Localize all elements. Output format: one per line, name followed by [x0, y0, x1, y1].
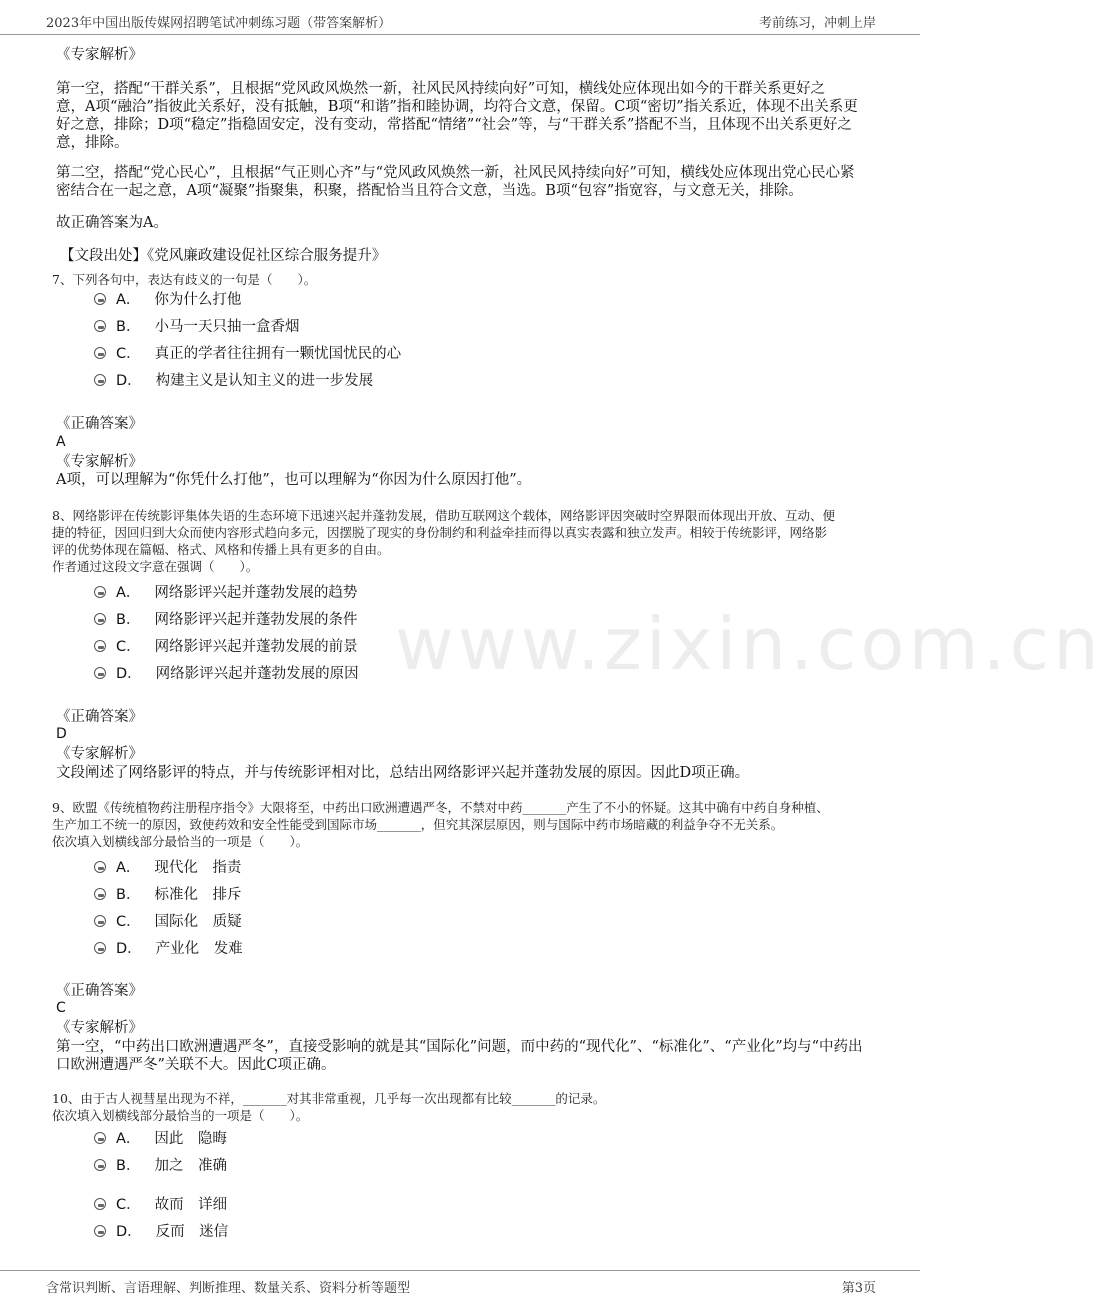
radio-icon[interactable]	[94, 1225, 106, 1237]
option-b[interactable]	[94, 609, 357, 631]
radio-icon[interactable]	[94, 586, 106, 598]
page-number: 第3页	[841, 1281, 876, 1296]
option-c[interactable]	[94, 343, 401, 365]
option-key: B．	[116, 1158, 141, 1174]
option-key: D．	[116, 666, 142, 682]
text-line: 第一空，搭配“干群关系”，且根据“党风政风焕然一新，社风民风持续向好”可知，横线处应体现出如今的干群关系更好之	[56, 81, 826, 97]
radio-icon[interactable]	[94, 1159, 106, 1171]
option-key: D．	[116, 941, 142, 957]
analysis-text	[56, 1038, 876, 1074]
option-key: A．	[116, 585, 141, 601]
radio-icon[interactable]	[94, 320, 106, 332]
footer-categories: 含常识判断、言语理解、判断推理、数量关系、资料分析等题型	[46, 1281, 411, 1296]
option-key: B．	[116, 612, 141, 628]
option-key: C．	[116, 914, 141, 930]
question-stem	[52, 1090, 872, 1124]
option-text: 网络影评兴起并蓬勃发展的趋势	[154, 585, 358, 601]
correct-answer: D	[56, 726, 67, 742]
radio-icon[interactable]	[94, 888, 106, 900]
text-line: 口欧洲遭遇严冬”关联不大。因此C项正确。	[56, 1057, 336, 1073]
option-key: A．	[116, 292, 141, 308]
option-d[interactable]	[94, 663, 359, 685]
option-key: C．	[116, 1197, 141, 1213]
question-stem	[52, 507, 872, 575]
radio-icon[interactable]	[94, 1198, 106, 1210]
page-footer	[0, 1270, 920, 1303]
radio-icon[interactable]	[94, 915, 106, 927]
analysis-paragraph	[56, 164, 876, 200]
question-stem	[52, 799, 872, 850]
correct-answer-label: 《正确答案》	[56, 709, 143, 725]
text-line: 第二空，搭配“党心民心”，且根据“气正则心齐”与“党风政风焕然一新，社风民风持续向好”可知，横线处应体现出党心民心紧	[56, 165, 855, 181]
option-a[interactable]	[94, 289, 241, 311]
text-line: 依次填入划横线部分最恰当的一项是（ ）。	[52, 1108, 309, 1123]
radio-icon[interactable]	[94, 640, 106, 652]
text-line: 意，排除。	[56, 135, 129, 151]
analysis-text: A项，可以理解为“你凭什么打他”，也可以理解为“你因为什么原因打他”。	[56, 472, 532, 488]
text-line: 捷的特征，因回归到大众而使内容形式趋向多元，因摆脱了现实的身份制约和利益牵挂而得以真实表露和独立发声。相较于传统影评，网络影	[52, 525, 828, 540]
option-text: 因此 隐晦	[154, 1131, 227, 1147]
expert-analysis-label: 《专家解析》	[56, 1020, 143, 1036]
radio-icon[interactable]	[94, 942, 106, 954]
text-line: 8、网络影评在传统影评集体失语的生态环境下迅速兴起并蓬勃发展，借助互联网这个载体，网络影评因突破时空界限而体现出开放、互动、便	[52, 508, 835, 523]
option-text: 现代化 指责	[154, 860, 242, 876]
text-line: 9、欧盟《传统植物药注册程序指令》大限将至，中药出口欧洲遭遇严冬，不禁对中药_______产生了不小的怀疑。这其中确有中药自身种植、	[52, 800, 829, 815]
option-key: B．	[116, 319, 141, 335]
analysis-text: 文段阐述了网络影评的特点，并与传统影评相对比，总结出网络影评兴起并蓬勃发展的原因。因此D项正确。	[56, 765, 750, 781]
expert-analysis-label: 《专家解析》	[56, 47, 143, 63]
header-slogan: 考前练习，冲刺上岸	[758, 16, 876, 31]
text-line: 生产加工不统一的原因，致使药效和安全性能受到国际市场_______，但究其深层原因，则与国际中药市场暗藏的利益争夺不无关系。	[52, 817, 784, 832]
text-line: 10、由于古人视彗星出现为不祥，_______对其非常重视，几乎每一次出现都有比较_______的记录。	[52, 1091, 606, 1106]
option-a[interactable]	[94, 1128, 227, 1150]
option-a[interactable]	[94, 582, 357, 604]
option-c[interactable]	[94, 1194, 227, 1216]
option-text: 小马一天只抽一盒香烟	[154, 319, 300, 335]
text-line: 第一空，“中药出口欧洲遭遇严冬”，直接受影响的就是其“国际化”问题，而中药的“现代化”、“标准化”、“产业化”均与“中药出	[56, 1039, 863, 1055]
correct-answer: A	[56, 434, 66, 450]
option-b[interactable]	[94, 884, 241, 906]
option-text: 国际化 质疑	[154, 914, 242, 930]
option-text: 你为什么打他	[154, 292, 242, 308]
option-b[interactable]	[94, 1155, 227, 1177]
source-citation: 【文段出处】《党风廉政建设促社区综合服务提升》	[60, 248, 387, 264]
option-text: 网络影评兴起并蓬勃发展的原因	[155, 666, 359, 682]
text-line: 意，A项“融洽”指彼此关系好，没有抵触，B项“和谐”指和睦协调，均符合文意，保留。C项“密切”指关系近，体现不出关系更	[56, 99, 858, 115]
question-stem: 7、下列各句中，表达有歧义的一句是（ ）。	[52, 272, 317, 287]
expert-analysis-label: 《专家解析》	[56, 746, 143, 762]
text-line: 作者通过这段文字意在强调（ ）。	[52, 559, 259, 574]
option-key: A．	[116, 860, 141, 876]
option-text: 标准化 排斥	[154, 887, 242, 903]
option-text: 产业化 发难	[155, 941, 243, 957]
option-c[interactable]	[94, 636, 358, 658]
text-line: 好之意，排除；D项“稳定”指稳固安定，没有变动，常搭配“情绪”“社会”等，与“干群关系”搭配不当，且体现不出关系更好之	[56, 117, 852, 133]
radio-icon[interactable]	[94, 293, 106, 305]
correct-answer-label: 《正确答案》	[56, 416, 143, 432]
correct-answer: C	[56, 1000, 66, 1016]
text-line: 评的优势体现在篇幅、格式、风格和传播上具有更多的自由。	[52, 542, 390, 557]
option-text: 网络影评兴起并蓬勃发展的条件	[154, 612, 358, 628]
option-c[interactable]	[94, 911, 242, 933]
radio-icon[interactable]	[94, 861, 106, 873]
document-title: 2023年中国出版传媒网招聘笔试冲刺练习题（带答案解析）	[46, 16, 392, 31]
option-text: 反而 迷信	[155, 1224, 229, 1240]
page-header	[0, 0, 920, 35]
text-line: 依次填入划横线部分最恰当的一项是（ ）。	[52, 834, 309, 849]
option-text: 真正的学者往往拥有一颗忧国忧民的心	[154, 346, 402, 362]
text-line: 密结合在一起之意，A项“凝聚”指聚集，积聚，搭配恰当且符合文意，当选。B项“包容”指宽容，与文意无关，排除。	[56, 183, 803, 199]
expert-analysis-label: 《专家解析》	[56, 454, 143, 470]
option-text: 加之 准确	[154, 1158, 227, 1174]
option-key: C．	[116, 639, 141, 655]
radio-icon[interactable]	[94, 1132, 106, 1144]
option-key: A．	[116, 1131, 141, 1147]
option-d[interactable]	[94, 370, 373, 392]
radio-icon[interactable]	[94, 347, 106, 359]
option-key: D．	[116, 1224, 142, 1240]
option-d[interactable]	[94, 938, 243, 960]
option-key: D．	[116, 373, 142, 389]
option-text: 网络影评兴起并蓬勃发展的前景	[154, 639, 358, 655]
option-b[interactable]	[94, 316, 299, 338]
option-key: C．	[116, 346, 141, 362]
radio-icon[interactable]	[94, 374, 106, 386]
option-a[interactable]	[94, 857, 241, 879]
radio-icon[interactable]	[94, 667, 106, 679]
option-text: 构建主义是认知主义的进一步发展	[155, 373, 374, 389]
radio-icon[interactable]	[94, 613, 106, 625]
option-d[interactable]	[94, 1221, 228, 1243]
analysis-paragraph	[56, 80, 876, 152]
conclusion: 故正确答案为A。	[56, 215, 168, 231]
correct-answer-label: 《正确答案》	[56, 983, 143, 999]
watermark: www.zixin.com.cn	[395, 602, 1103, 686]
option-text: 故而 详细	[154, 1197, 228, 1213]
option-key: B．	[116, 887, 141, 903]
